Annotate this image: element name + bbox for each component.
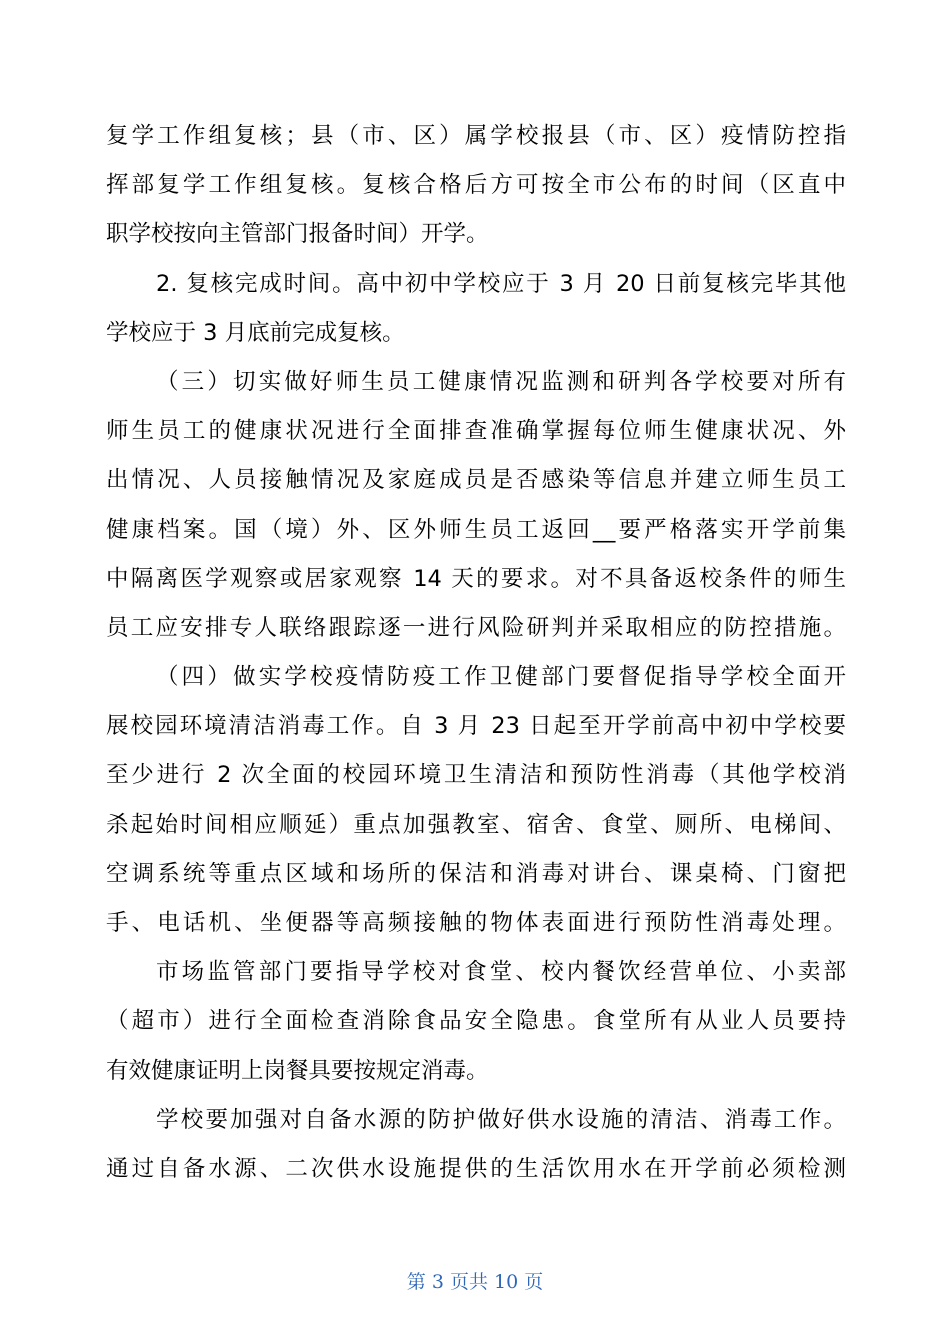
text-line: 师生员工的健康状况进行全面排查准确掌握每位师生健康状况、外 xyxy=(106,418,846,445)
text-line: （超市）进行全面检查消除食品安全隐患。食堂所有从业人员要持 xyxy=(106,1008,846,1035)
text-line: 出情况、人员接触情况及家庭成员是否感染等信息并建立师生员工 xyxy=(106,467,846,494)
text-line: 杀起始时间相应顺延）重点加强教室、宿舍、食堂、厕所、电梯间、 xyxy=(106,811,846,838)
text-line: （三）切实做好师生员工健康情况监测和研判各学校要对所有 xyxy=(156,368,846,395)
page-number-footer: 第 3 页共 10 页 xyxy=(406,1271,544,1293)
text-line: 员工应安排专人联络跟踪逐一进行风险研判并采取相应的防控措施。 xyxy=(106,614,846,641)
text-line: 复学工作组复核；县（市、区）属学校报县（市、区）疫情防控指 xyxy=(106,123,846,149)
text-line: 2. 复核完成时间。高中初中学校应于 3 月 20 日前复核完毕其他 xyxy=(156,270,846,297)
text-line: 至少进行 2 次全面的校园环境卫生清洁和预防性消毒（其他学校消 xyxy=(106,762,846,789)
text-line: （四）做实学校疫情防疫工作卫健部门要督促指导学校全面开 xyxy=(156,664,846,691)
text-line: 中隔离医学观察或居家观察 14 天的要求。对不具备返校条件的师生 xyxy=(106,565,846,592)
text-line: 健康档案。国（境）外、区外师生员工返回__要严格落实开学前集 xyxy=(106,516,846,543)
text-line: 学校应于 3 月底前完成复核。 xyxy=(106,319,405,346)
text-line: 有效健康证明上岗餐具要按规定消毒。 xyxy=(106,1057,489,1084)
text-line: 手、电话机、坐便器等高频接触的物体表面进行预防性消毒处理。 xyxy=(106,910,846,936)
text-line: 挥部复学工作组复核。复核合格后方可按全市公布的时间（区直中 xyxy=(106,172,846,199)
text-line: 通过自备水源、二次供水设施提供的生活饮用水在开学前必须检测 xyxy=(106,1155,846,1182)
text-line: 空调系统等重点区域和场所的保洁和消毒对讲台、课桌椅、门窗把 xyxy=(106,860,846,887)
text-line: 学校要加强对自备水源的防护做好供水设施的清洁、消毒工作。 xyxy=(156,1106,846,1133)
text-line: 职学校按向主管部门报备时间）开学。 xyxy=(106,221,489,248)
document-body xyxy=(106,112,846,1194)
text-line: 市场监管部门要指导学校对食堂、校内餐饮经营单位、小卖部 xyxy=(156,959,846,986)
text-line: 展校园环境清洁消毒工作。自 3 月 23 日起至开学前高中初中学校要 xyxy=(106,713,846,740)
